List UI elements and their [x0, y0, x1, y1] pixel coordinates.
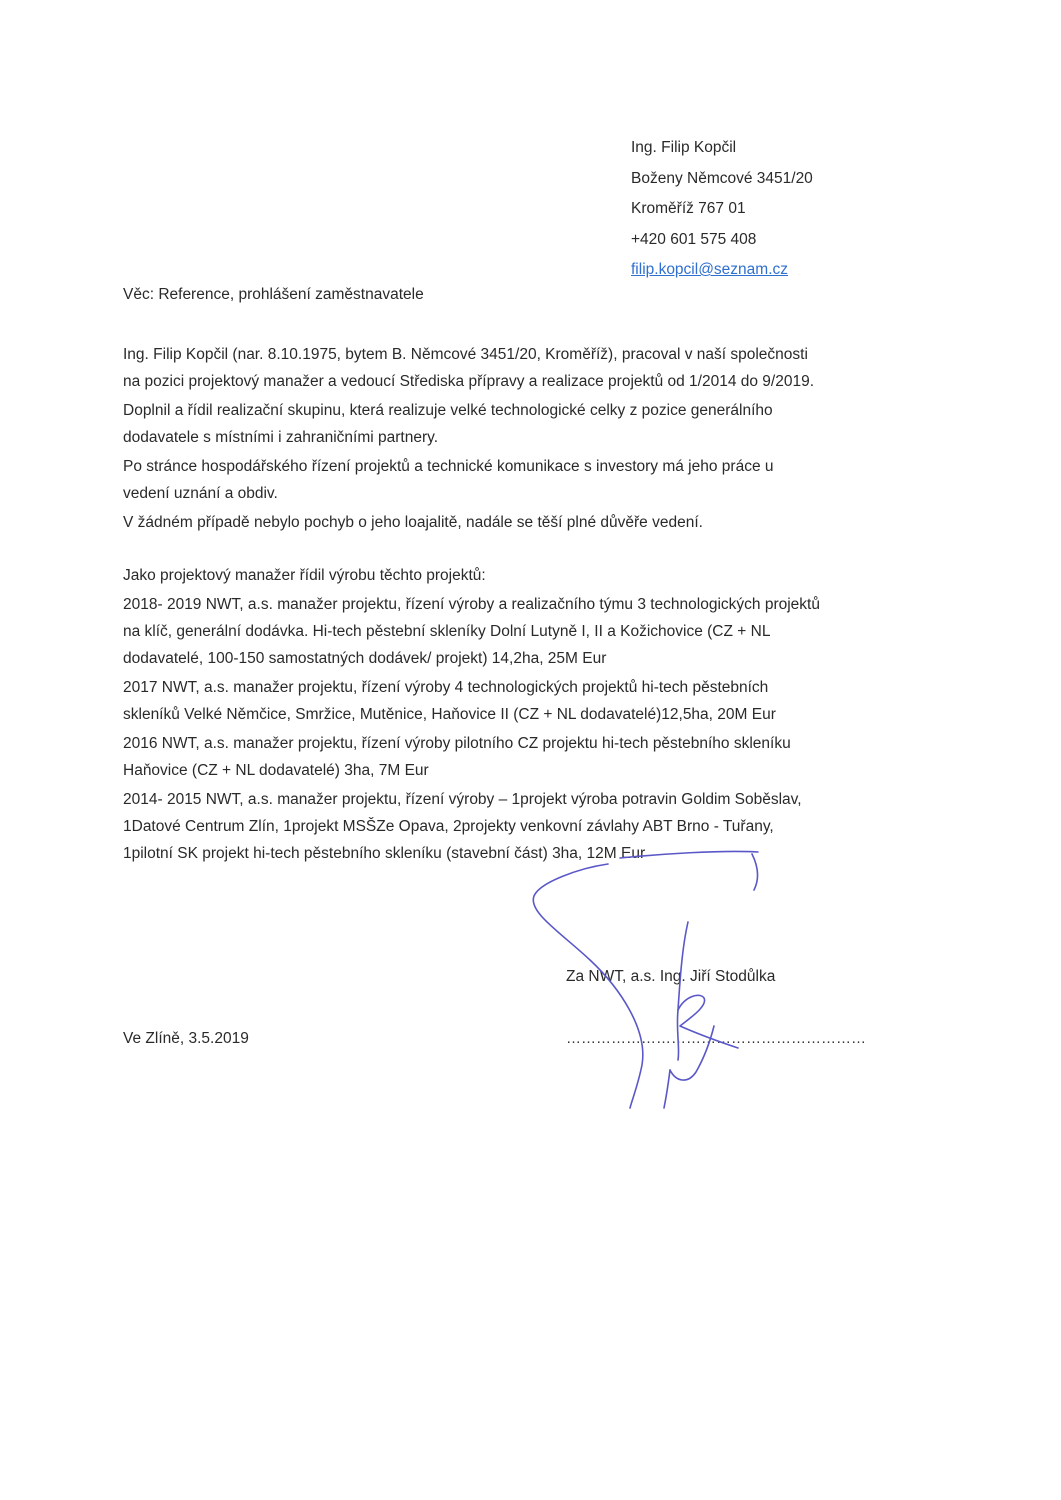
- letter-body: [123, 341, 823, 869]
- sender-city: Kroměříž 767 01: [631, 200, 746, 217]
- sender-phone: +420 601 575 408: [631, 230, 757, 248]
- sender-email-link[interactable]: filip.kopcil@seznam.cz: [631, 261, 789, 278]
- body-paragraph: Ing. Filip Kopčil (nar. 8.10.1975, bytem B. Němcové 3451/20, Kroměříž), pracoval v naší společnosti na pozici projektový manažer a vedoucí Střediska přípravy a realizace projektů od 1/2014 do 9/2019.: [123, 346, 815, 390]
- signer-name: Za NWT, a.s. Ing. Jiří Stodůlka: [566, 968, 776, 985]
- project-entry: 2016 NWT, a.s. manažer projektu, řízení výroby pilotního CZ projektu hi-tech pěstebního skleníku Haňovice (CZ + NL dodavatelé) 3ha, 7M Eur: [123, 735, 791, 779]
- project-entry: 2017 NWT, a.s. manažer projektu, řízení výroby 4 technologických projektů hi-tech pěstebních skleníků Velké Němčice, Smržice, Mutěnice, Haňovice II (CZ + NL dodavatelé)12,5ha, 20M Eur: [123, 679, 776, 723]
- letter-subject: Věc: Reference, prohlášení zaměstnavatele: [123, 286, 424, 303]
- body-paragraph: V žádném případě nebylo pochyb o jeho loajalitě, nadále se těší plné důvěře vedení.: [123, 514, 703, 531]
- project-entry: 2014- 2015 NWT, a.s. manažer projektu, řízení výroby – 1projekt výroba potravin Goldim Soběslav, 1Datové Centrum Zlín, 1projekt MSŠZe Opava, 2projekty venkovní závlahy ABT Brno - Tuřany, 1pilotní SK projekt hi-tech pěstebního skleníku (stavební část) 3ha, 12M Eur: [123, 791, 802, 862]
- body-paragraph: Po stránce hospodářského řízení projektů a technické komunikace s investory má jeho práce u vedení uznání a obdiv.: [123, 458, 774, 502]
- sender-name: Ing. Filip Kopčil: [631, 139, 737, 156]
- place-and-date: Ve Zlíně, 3.5.2019: [123, 1030, 249, 1047]
- signature-line: ……………………………………………………: [566, 1030, 866, 1047]
- body-paragraph: Doplnil a řídil realizační skupinu, která realizuje velké technologické celky z pozice generálního dodavatele s místními i zahraničními partnery.: [123, 402, 773, 446]
- sender-address-block: [631, 133, 813, 286]
- sender-street: Boženy Němcové 3451/20: [631, 169, 813, 187]
- project-entry: 2018- 2019 NWT, a.s. manažer projektu, řízení výroby a realizačního týmu 3 technologických projektů na klíč, generální dodávka. Hi-tech pěstební skleníky Dolní Lutyně I, II a Kožichovice (CZ + NL dodavatelé, 100-150 samostatných dodávek/ projekt) 14,2ha, 25M Eur: [123, 596, 820, 667]
- projects-intro: Jako projektový manažer řídil výrobu těchto projektů:: [123, 567, 486, 584]
